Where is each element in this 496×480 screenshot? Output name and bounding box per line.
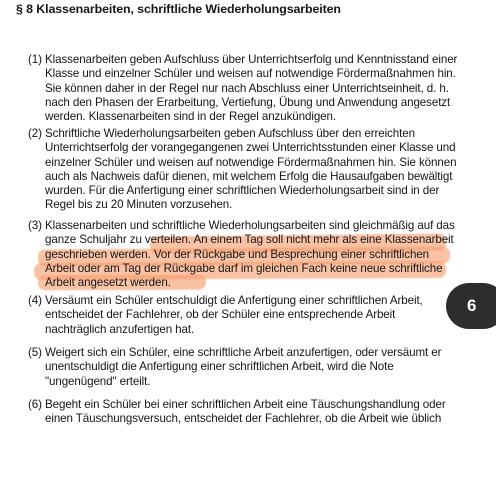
paragraph-line: "ungenügend" erteilt.	[45, 374, 151, 388]
paragraph-line: geschrieben werden. Vor der Rückgabe und Besprechung einer schriftlichen	[45, 247, 430, 261]
paragraph-line: auch als Nachweis dafür dienen, mit welchem Erfolg die Hausaufgaben bewältigt	[45, 169, 453, 183]
paragraph-line: unentschuldigt die Anfertigung einer schriftlichen Arbeit, wird die Note	[45, 360, 394, 374]
paragraph-line: (3) Klassenarbeiten und schriftliche Wiederholungsarbeiten sind gleichmäßig auf das	[28, 219, 455, 232]
paragraph-line: werden. Klassenarbeiten sind in der Regel anzukündigen.	[45, 110, 336, 124]
paragraph-line: einzelner Schüler und weisen auf notwendige Fördermaßnahmen hin. Sie können	[45, 155, 457, 169]
paragraph-line: (2) Schriftliche Wiederholungsarbeiten geben Aufschluss über den erreichten	[28, 127, 415, 140]
paragraph-line: Klasse und einzelner Schüler und weisen auf notwendige Fördermaßnahmen hin.	[45, 67, 456, 81]
paragraph-line: (4) Versäumt ein Schüler entschuldigt die Anfertigung einer schriftlichen Arbeit,	[28, 294, 423, 307]
paragraph-line: Arbeit oder am Tag der Rückgabe darf im gleichen Fach keine neue schriftliche	[45, 261, 443, 275]
paragraph-line: (1) Klassenarbeiten geben Aufschluss über Unterrichtserfolg und Kenntnisstand einer	[28, 53, 458, 66]
paragraph-line: Regel bis zu 20 Minuten vorzusehen.	[45, 198, 233, 212]
paragraph-4	[28, 294, 423, 337]
paragraph-line: nach den Phasen der Erarbeitung, Vertiefung, Übung und Anwendung angesetzt	[45, 95, 451, 109]
paragraph-5	[28, 346, 441, 389]
paragraph-line: (6) Begeht ein Schüler bei einer schriftlichen Arbeit eine Täuschungshandlung oder	[28, 398, 446, 411]
paragraph-line: (5) Weigert sich ein Schüler, eine schriftliche Arbeit anzufertigen, oder versäumt er	[28, 346, 442, 359]
paragraph-line: einen Täuschungsversuch, entscheidet der Fachlehrer, ob die Arbeit wie üblich	[45, 412, 442, 426]
page-number: 6	[467, 296, 477, 315]
paragraph-line: Sie können daher in der Regel nur nach Abschluss einer Unterrichtseinheit, d. h.	[45, 81, 449, 95]
paragraph-2	[28, 127, 456, 213]
paragraph-3	[28, 219, 455, 290]
paragraph-line: wurden. Für die Anfertigung einer schriftlichen Wiederholungsarbeit sind in der	[45, 184, 440, 198]
paragraph-line: entscheidet der Fachlehrer, ob der Schüler eine entsprechende Arbeit	[45, 308, 396, 322]
paragraph-1	[28, 53, 457, 124]
paragraph-line: Unterrichtserfolg der vorangegangenen zwei Unterrichtsstunden einer Klasse und	[45, 141, 456, 155]
section-heading: § 8 Klassenarbeiten, schriftliche Wiederholungsarbeiten	[16, 2, 341, 16]
paragraph-line: Arbeit angesetzt werden.	[45, 276, 171, 290]
paragraph-line: nachträglich anzufertigen hat.	[45, 322, 195, 336]
paragraph-line: ganze Schuljahr zu verteilen. An einem Tag soll nicht mehr als eine Klassenarbeit	[45, 233, 454, 247]
paragraph-6	[28, 398, 446, 427]
